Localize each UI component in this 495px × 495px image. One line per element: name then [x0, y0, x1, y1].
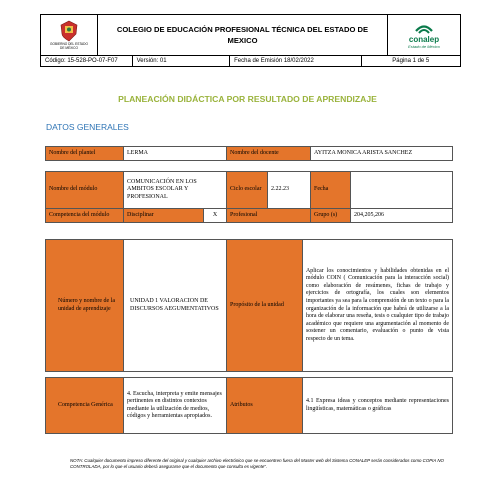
section-title: DATOS GENERALES [46, 122, 129, 132]
codigo-cell: Código: 15-528-PO-07-F07 [41, 56, 133, 66]
disciplinar-mark: X [204, 209, 227, 223]
label-competencia-generica: Competencia Genérica [46, 378, 124, 434]
pagina-cell: Página 1 de 5 [392, 58, 430, 64]
value-modulo: COMUNICACIÓN EN LOS AMBITOS ESCOLAR Y PROFESIONAL [124, 172, 227, 209]
document-codes-row [40, 56, 461, 67]
conalep-name: conalep [408, 35, 440, 44]
value-competencia-generica: 4. Escucha, interpreta y emite mensajes pertinentes en distintos contextos mediante la utilización de medios, códigos y herramientas apropiados. [124, 378, 227, 434]
label-proposito: Propósito de la unidad [227, 240, 303, 372]
label-competencia-modulo: Competencia del módulo [46, 209, 124, 223]
value-docente: AYITZA MONICA ARISTA SANCHEZ [311, 147, 453, 161]
label-modulo: Nombre del módulo [46, 172, 124, 209]
label-profesional: Profesional [227, 209, 311, 223]
competencia-table [45, 377, 453, 434]
coat-of-arms-icon [59, 20, 79, 42]
unidad-table [45, 239, 453, 372]
label-docente: Nombre del docente [227, 147, 311, 161]
label-grupo: Grupo (s) [311, 209, 351, 223]
label-atributos: Atributos [227, 378, 303, 434]
gobierno-logo [41, 15, 98, 55]
value-grupo: 204,205,206 [351, 209, 453, 223]
footer-note: NOTA: Cualquier documento impreso diferente del original y cualquier archivo electrónico que se encuentren fuera del Master web del Sistema CONALEP serán considerados como COPIA NO CONTROLADA, por lo que el usuario deberá asegurarse que el documento que consulta es vigente". [70, 458, 444, 470]
version-cell: Versión: 01 [133, 56, 231, 66]
plantel-table [45, 146, 453, 161]
value-plantel: LERMA [124, 147, 227, 161]
label-unidad: Número y nombre de la unidad de aprendizaje [46, 240, 124, 372]
document-title: PLANEACIÓN DIDÁCTICA POR RESULTADO DE APRENDIZAJE [118, 94, 377, 104]
header-title: COLEGIO DE EDUCACIÓN PROFESIONAL TÉCNICA DEL ESTADO DE MEXICO [116, 25, 369, 45]
gobierno-logo-text: GOBIERNO DEL ESTADO DE MÉXICO [50, 42, 88, 50]
conalep-mark-icon [414, 21, 434, 35]
label-ciclo: Ciclo escolar [227, 172, 268, 209]
label-plantel: Nombre del plantel [46, 147, 124, 161]
document-header [40, 14, 461, 56]
conalep-logo [387, 15, 460, 55]
value-unidad: UNIDAD 1 VALORACION DE DISCURSOS AEGUMENTATIVOS [124, 240, 227, 372]
value-atributos: 4.1 Expresa ideas y conceptos mediante representaciones lingüísticas, matemáticas o gráficas [303, 378, 453, 434]
label-disciplinar: Disciplinar [124, 209, 204, 223]
modulo-table [45, 171, 453, 223]
value-fecha [351, 172, 453, 209]
value-ciclo: 2.22.23 [268, 172, 311, 209]
label-fecha: Fecha [311, 172, 351, 209]
conalep-subtitle: Estado de México [408, 44, 440, 49]
fecha-emision-cell: Fecha de Emisión 18/02/2022 [230, 56, 361, 66]
value-proposito: Aplicar los conocimientos y habilidades obtenidas en el módulo COIN ( Comunicación para la interacción social) como elaboración de resúmenes, fichas de trabajo y ejercicios de ortografía, los cuales son elementos importantes ya sea para la comprensión de un texto o para la organización de la información que habrá de utilizarse a la hora de elaborar una reseña, tesis o cualquier tipo de trabajo académico que requiere una argumentación al momento de sostener un comentario, evaluación o punto de vista respecto de un tema. [303, 240, 453, 372]
